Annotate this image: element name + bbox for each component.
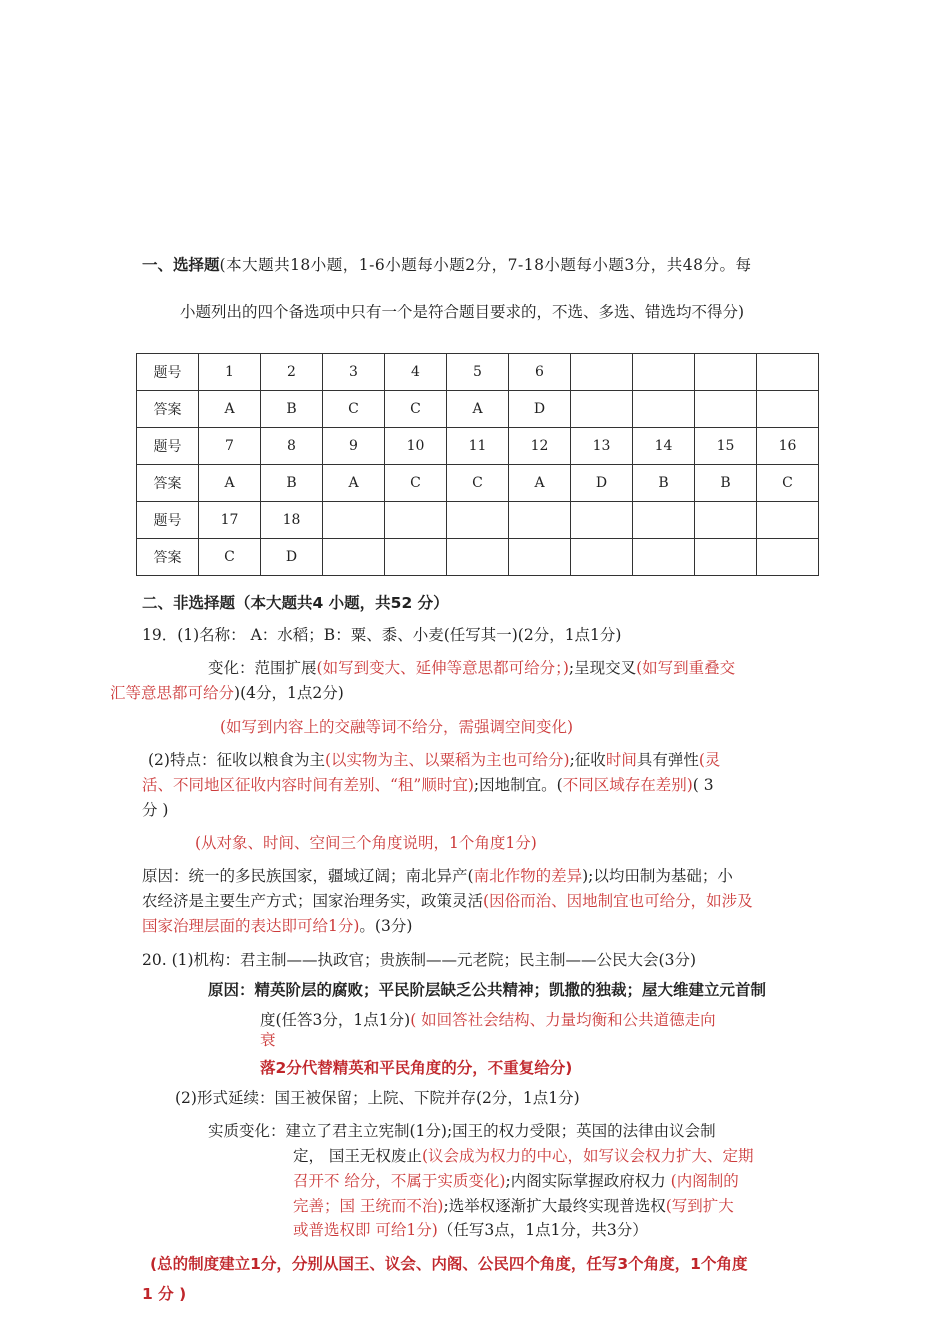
table-row (137, 428, 819, 465)
text-line (260, 1010, 716, 1030)
table-cell (757, 391, 819, 428)
row-header-cell: 题号 (137, 428, 199, 465)
text-line (293, 1196, 734, 1216)
answer-text: 分 ) (142, 801, 169, 819)
answer-text: 原因：精英阶层的腐败；平民阶层缺乏公共精神；凯撒的独裁；屋大维建立元首制 (208, 981, 767, 999)
text-line (142, 866, 733, 886)
text-line (220, 717, 573, 737)
table-cell (571, 502, 633, 539)
grading-note: (议会成为权力的中心，如写议会权力扩大、定期 (421, 1147, 754, 1165)
table-cell (509, 502, 571, 539)
table-cell (385, 502, 447, 539)
table-cell: A (199, 391, 261, 428)
grading-note: 南北作物的差异 (473, 867, 583, 885)
row-header-cell: 答案 (137, 391, 199, 428)
answer-text: );以均田制为基础；小 (582, 867, 733, 885)
grading-note: ( 如回答社会结构、力量均衡和公共道德走向 (410, 1011, 716, 1029)
table-cell (633, 391, 695, 428)
answer-text: ;选举权逐渐扩大最终实现普选权 (443, 1197, 666, 1215)
grading-note: (总的制度建立1分，分别从国王、议会、内阁、公民四个角度，任写3个角度，1个角度 (150, 1255, 748, 1273)
text-line (208, 1121, 716, 1141)
table-cell: 4 (385, 354, 447, 391)
table-cell: B (261, 465, 323, 502)
text-line (260, 1030, 276, 1050)
table-cell: C (323, 391, 385, 428)
text-line (142, 1284, 186, 1304)
table-cell (695, 502, 757, 539)
text-line (293, 1146, 754, 1166)
grading-note: (如写到内容上的交融等词不给分，需强调空间变化) (220, 718, 574, 736)
table-cell: 11 (447, 428, 509, 465)
grading-note: (如写到重叠交 (636, 659, 736, 677)
table-cell: 5 (447, 354, 509, 391)
table-cell: D (261, 539, 323, 576)
answer-text: 实质变化：建立了君主立宪制(1分);国王的权力受限；英国的法律由议会制 (208, 1122, 716, 1140)
table-cell (695, 391, 757, 428)
text-line (142, 800, 168, 820)
table-cell: D (571, 465, 633, 502)
table-cell (571, 391, 633, 428)
table-cell (757, 502, 819, 539)
table-cell (385, 539, 447, 576)
section1-title: 一、选择题 (142, 256, 220, 274)
table-cell (509, 539, 571, 576)
table-cell: 13 (571, 428, 633, 465)
answer-text: ;内阁实际掌握政府权力 (505, 1172, 671, 1190)
text-line (150, 1254, 747, 1274)
table-cell (695, 539, 757, 576)
answer-text: ;因地制宜。( (473, 776, 563, 794)
table-cell (323, 502, 385, 539)
answer-text: )(4分，1点2分) (234, 684, 344, 702)
table-cell (757, 354, 819, 391)
text-line (195, 833, 537, 853)
table-cell (571, 354, 633, 391)
table-row (137, 502, 819, 539)
table-row (137, 539, 819, 576)
table-cell: 14 (633, 428, 695, 465)
table-cell: 1 (199, 354, 261, 391)
answer-text: 。(3分) (359, 917, 413, 935)
grading-note: 活、不同地区征收内容时间有差别、“租”顺时宜) (142, 776, 474, 794)
table-cell: A (199, 465, 261, 502)
text-line (175, 1088, 580, 1108)
answer-text: 农经济是主要生产方式；国家治理务实，政策灵活 (142, 892, 484, 910)
table-cell: 18 (261, 502, 323, 539)
row-header-cell: 答案 (137, 465, 199, 502)
grading-note: (写到扩大 (665, 1197, 734, 1215)
table-cell: 15 (695, 428, 757, 465)
grading-note: 衰 (260, 1031, 276, 1049)
table-cell (447, 539, 509, 576)
table-cell: C (385, 465, 447, 502)
text-line (142, 891, 753, 911)
text-line (293, 1220, 648, 1240)
grading-note: (灵 (698, 751, 721, 769)
answer-text: 20. (1)机构：君主制——执政官；贵族制——元老院；民主制——公民大会(3分) (142, 951, 696, 969)
text-line (208, 980, 766, 1000)
table-cell: 6 (509, 354, 571, 391)
table-cell: 3 (323, 354, 385, 391)
table-row (137, 465, 819, 502)
answer-text: (2)特点：征收以粮食为主 (148, 751, 325, 769)
table-cell: A (323, 465, 385, 502)
answer-text: 19．(1)名称： A：水稻；B：粟、黍、小麦(任写其一)(2分，1点1分) (142, 626, 622, 644)
grading-note: 完善；国 王统而不治) (293, 1197, 444, 1215)
grading-note: 时间 (605, 751, 637, 769)
table-cell (695, 354, 757, 391)
grading-note: 或普选权即 可给1分) (293, 1221, 438, 1239)
text-line (110, 683, 344, 703)
row-header-cell: 题号 (137, 354, 199, 391)
table-row (137, 391, 819, 428)
grading-note: 1 分 ) (142, 1285, 187, 1303)
row-header-cell: 答案 (137, 539, 199, 576)
table-cell: C (199, 539, 261, 576)
grading-note: 不同区域存在差别) (562, 776, 693, 794)
table-cell (323, 539, 385, 576)
table-cell (757, 539, 819, 576)
grading-note: 国家治理层面的表达即可给1分) (142, 917, 360, 935)
text-line (148, 750, 720, 770)
grading-note: 召开不 给分，不属于实质变化) (293, 1172, 506, 1190)
row-header-cell: 题号 (137, 502, 199, 539)
table-cell: A (447, 391, 509, 428)
text-line (142, 916, 412, 936)
table-cell (447, 502, 509, 539)
section1-desc: (本大题共18小题，1-6小题每小题2分，7-18小题每小题3分，共48分。每 (219, 256, 752, 274)
section1-heading (142, 255, 752, 275)
table-cell: 16 (757, 428, 819, 465)
answer-text: 变化：范围扩展 (208, 659, 317, 677)
table-cell: 8 (261, 428, 323, 465)
table-cell: 7 (199, 428, 261, 465)
answer-text: 原因：统一的多民族国家，疆域辽阔；南北异产( (142, 867, 474, 885)
grading-note: 汇等意思都可给分 (110, 684, 235, 702)
table-cell: 9 (323, 428, 385, 465)
text-line (260, 1058, 572, 1078)
answer-text: ( 3 (692, 776, 714, 794)
table-cell: B (261, 391, 323, 428)
text-line (142, 950, 696, 970)
table-cell: D (509, 391, 571, 428)
table-cell: 10 (385, 428, 447, 465)
text-line (208, 658, 735, 678)
answer-text: ;征收 (569, 751, 606, 769)
grading-note: (因俗而治、因地制宜也可给分，如涉及 (483, 892, 753, 910)
grading-note: (以实物为主、以粟稻为主也可给分) (324, 751, 570, 769)
table-cell (633, 539, 695, 576)
answer-text: 定， 国王无权废止 (293, 1147, 422, 1165)
table-cell: 17 (199, 502, 261, 539)
table-cell: C (757, 465, 819, 502)
table-cell (633, 502, 695, 539)
table-row (137, 354, 819, 391)
text-line (142, 775, 714, 795)
text-line (293, 1171, 739, 1191)
grading-note: (如写到变大、延伸等意思都可给分；) (316, 659, 569, 677)
table-cell: C (447, 465, 509, 502)
text-line (142, 625, 621, 645)
answer-table (136, 353, 819, 576)
table-cell: A (509, 465, 571, 502)
answer-text: （任写3点，1点1分，共3分） (437, 1221, 648, 1239)
table-cell: 2 (261, 354, 323, 391)
answer-text: ;呈现交叉 (568, 659, 637, 677)
table-cell: 12 (509, 428, 571, 465)
table-cell (633, 354, 695, 391)
answer-text: 度(任答3分，1点1分) (260, 1011, 411, 1029)
section1-desc2: 小题列出的四个备选项中只有一个是符合题目要求的，不选、多选、错选均不得分) (180, 303, 745, 321)
grading-note: 落2分代替精英和平民角度的分，不重复给分) (260, 1059, 573, 1077)
table-cell: B (695, 465, 757, 502)
answer-text: (2)形式延续：国王被保留；上院、下院并存(2分，1点1分) (175, 1089, 580, 1107)
grading-note: (内阁制的 (670, 1172, 739, 1190)
table-cell: B (633, 465, 695, 502)
section2-title: 二、非选择题（本大题共4 小题，共52 分） (142, 594, 449, 612)
table-cell (571, 539, 633, 576)
answer-text: 具有弹性 (636, 751, 699, 769)
grading-note: (从对象、时间、空间三个角度说明，1个角度1分) (195, 834, 537, 852)
table-cell: C (385, 391, 447, 428)
